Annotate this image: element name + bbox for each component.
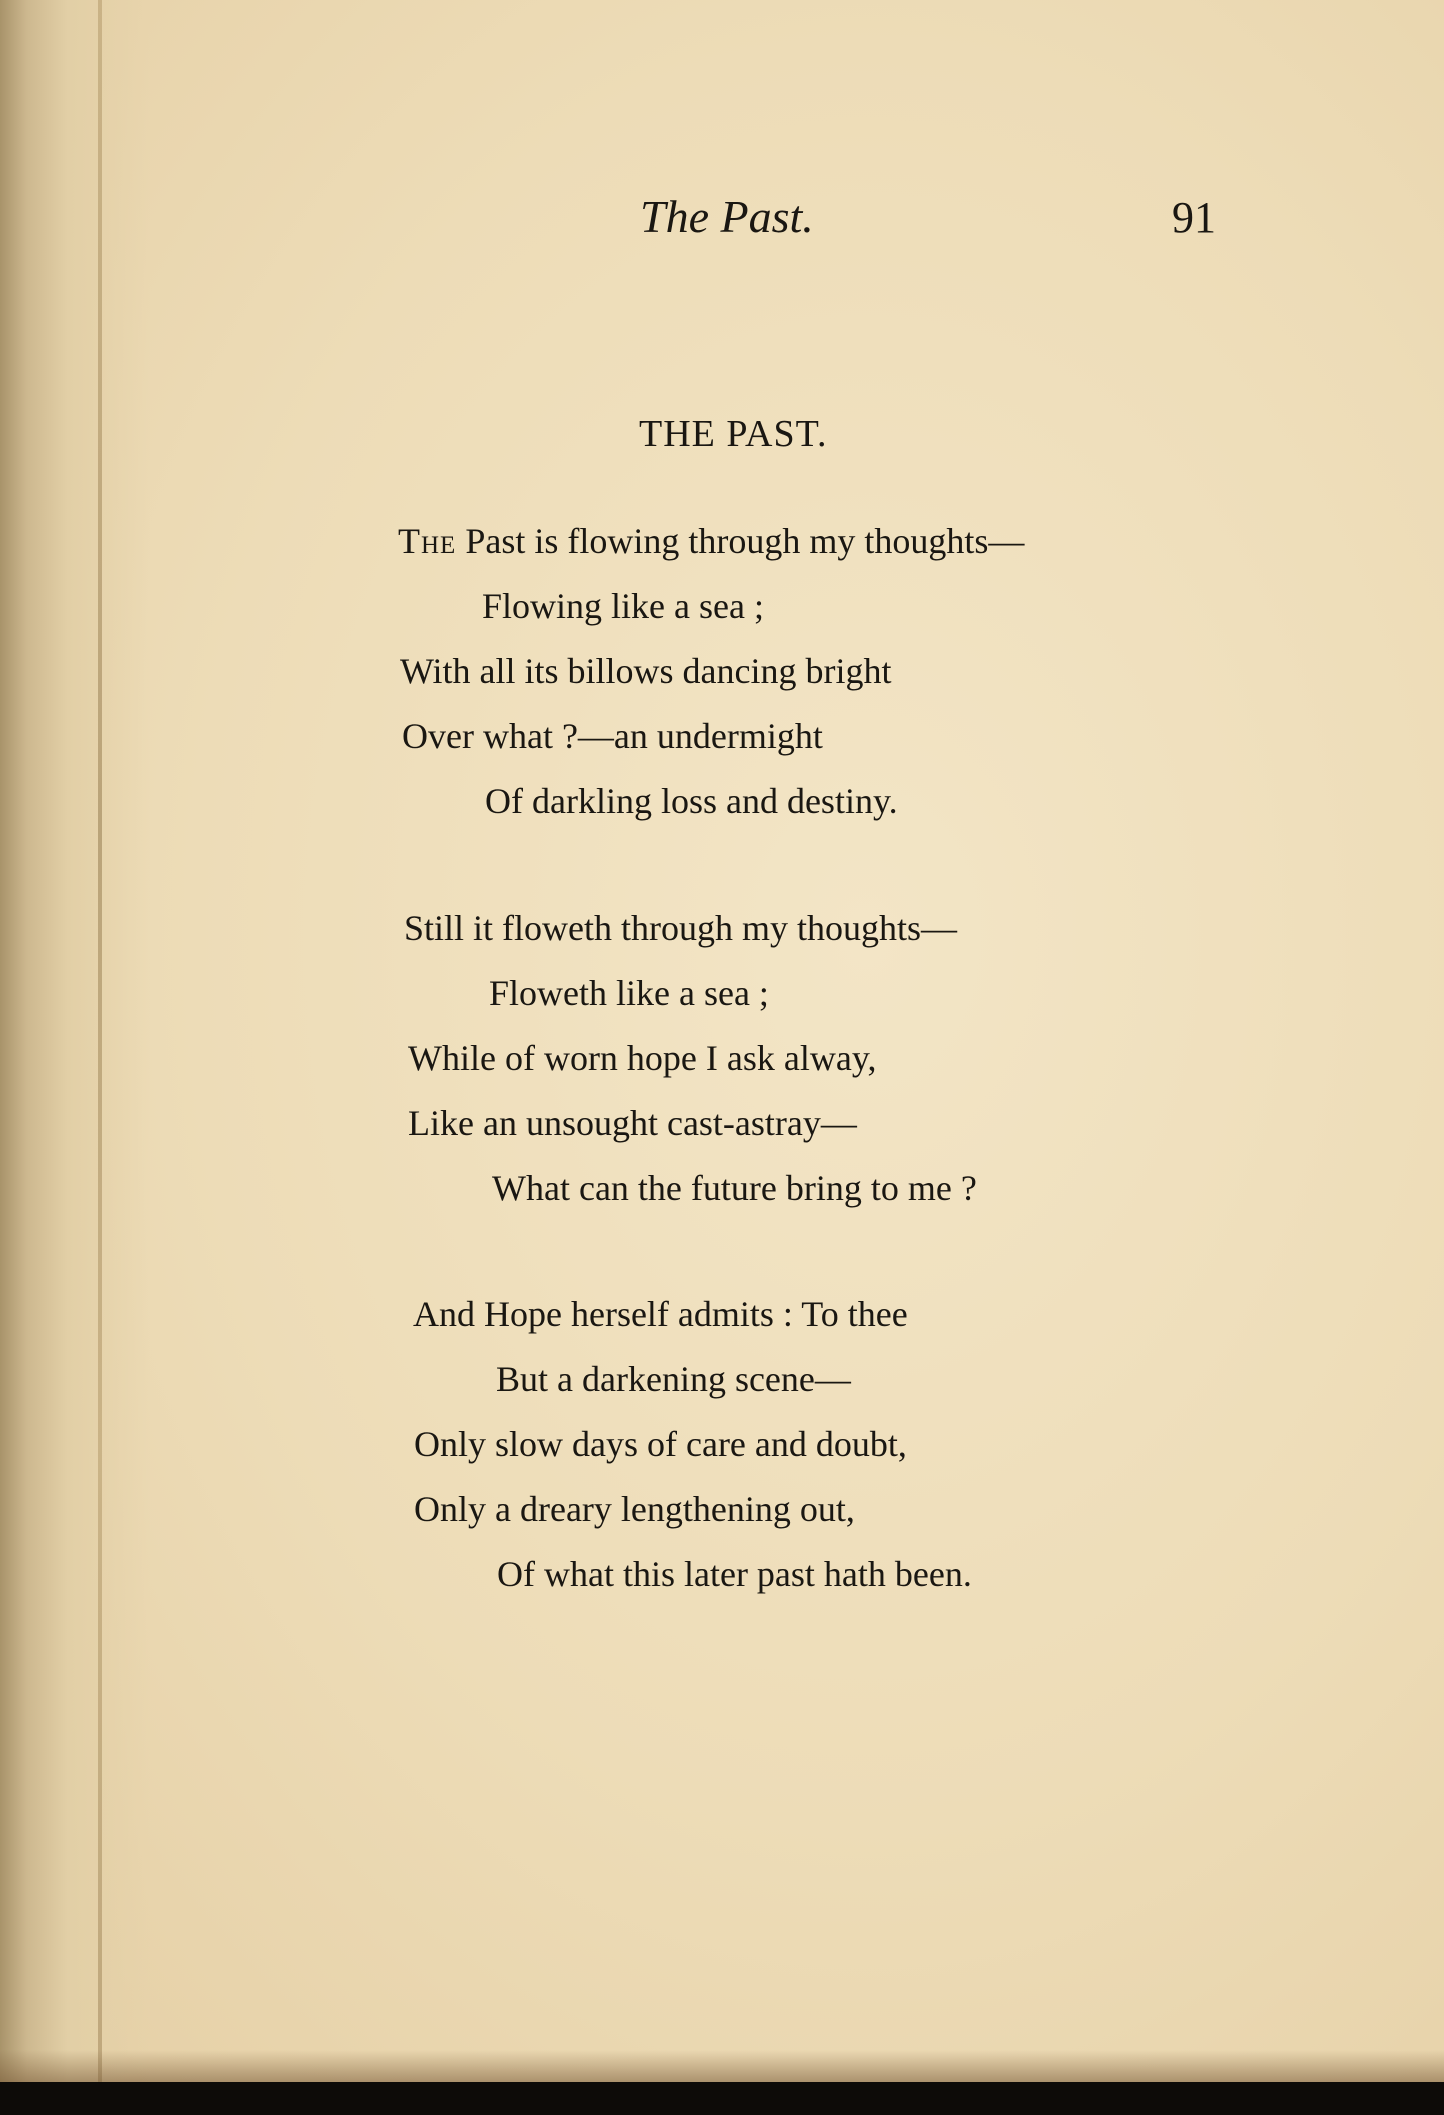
line-text: Past is flowing through my thoughts—	[456, 521, 1025, 561]
poem-line: Only slow days of care and doubt,	[414, 1424, 907, 1464]
poem-line: And Hope herself admits : To thee	[413, 1294, 908, 1334]
poem-line: Of darkling loss and destiny.	[485, 781, 898, 821]
page-number: 91	[1172, 193, 1216, 242]
poem-line: What can the future bring to me ?	[492, 1168, 977, 1208]
poem-line: While of worn hope I ask alway,	[408, 1038, 877, 1078]
running-head: The Past.	[640, 191, 814, 242]
poem-line: Only a dreary lengthening out,	[414, 1489, 855, 1529]
page-bottom-shadow	[0, 2050, 1444, 2082]
poem-line: Like an unsought cast-astray—	[408, 1103, 857, 1143]
page-gutter	[0, 0, 150, 2082]
poem-line	[398, 520, 1024, 562]
poem-line: With all its billows dancing bright	[400, 651, 892, 691]
scan-border	[0, 2082, 1444, 2115]
poem-title: THE PAST.	[639, 413, 828, 455]
poem-line: Over what ?—an undermight	[402, 716, 823, 756]
opening-word: The	[398, 521, 457, 561]
poem-line: But a darkening scene—	[496, 1359, 851, 1399]
poem-line: Floweth like a sea ;	[489, 973, 769, 1013]
poem-line: Flowing like a sea ;	[482, 586, 764, 626]
binding-edge	[98, 0, 102, 2082]
poem-line: Still it floweth through my thoughts—	[404, 908, 958, 948]
poem-line: Of what this later past hath been.	[497, 1554, 972, 1594]
